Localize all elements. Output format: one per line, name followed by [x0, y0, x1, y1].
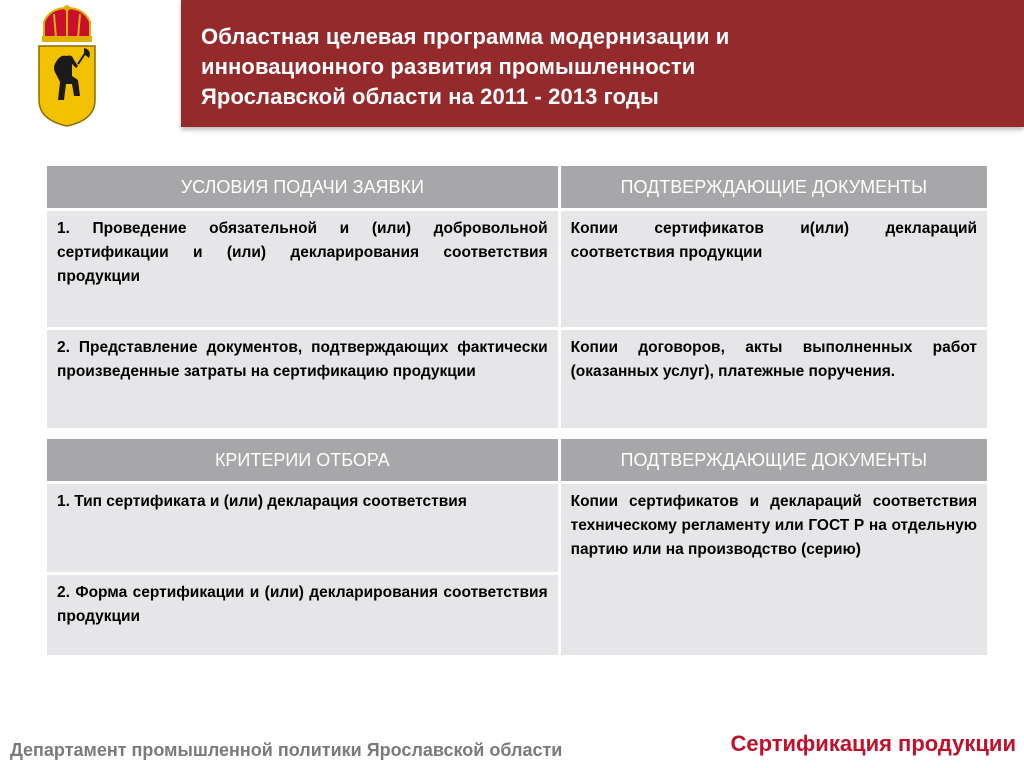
- coat-of-arms-icon: [34, 4, 100, 128]
- table-row: [47, 211, 987, 327]
- title-line-1: Областная целевая программа модернизации и: [201, 24, 730, 49]
- document-cell-1: Копии сертификатов и(или) деклараций соответствия продукции: [561, 211, 987, 327]
- table-row: [47, 484, 987, 572]
- condition-cell-2: 2. Представление документов, подтверждающих фактически произведенные затраты на сертификацию продукции: [47, 330, 558, 428]
- criteria-table: [44, 436, 990, 658]
- document-cell-2: Копии договоров, акты выполненных работ (оказанных услуг), платежные поручения.: [561, 330, 987, 428]
- title-line-3: Ярославской области на 2011 - 2013 годы: [201, 84, 659, 109]
- title-bar: [181, 0, 1024, 127]
- footer-topic: Сертификация продукции: [730, 731, 1016, 756]
- table-header-row: [47, 166, 987, 208]
- title-line-2: инновационного развития промышленности: [201, 54, 696, 79]
- table-header-row: [47, 439, 987, 481]
- criteria-document-cell: Копии сертификатов и деклараций соответствия техническому регламенту или ГОСТ Р на отдельную партию или на производство (серию): [561, 484, 987, 655]
- conditions-table: [44, 163, 990, 431]
- header-documents: ПОДТВЕРЖДАЮЩИЕ ДОКУМЕНТЫ: [561, 439, 987, 481]
- header-criteria: КРИТЕРИИ ОТБОРА: [47, 439, 558, 481]
- criteria-cell-1: 1. Тип сертификата и (или) декларация соответствия: [47, 484, 558, 572]
- footer-department: Департамент промышленной политики Ярославской области: [10, 740, 563, 760]
- table-row: [47, 330, 987, 428]
- header-conditions: УСЛОВИЯ ПОДАЧИ ЗАЯВКИ: [47, 166, 558, 208]
- condition-cell-1: 1. Проведение обязательной и (или) добровольной сертификации и (или) декларирования соответствия продукции: [47, 211, 558, 327]
- criteria-cell-2: 2. Форма сертификации и (или) декларирования соответствия продукции: [47, 575, 558, 655]
- header-documents: ПОДТВЕРЖДАЮЩИЕ ДОКУМЕНТЫ: [561, 166, 987, 208]
- page-title: [201, 22, 1001, 112]
